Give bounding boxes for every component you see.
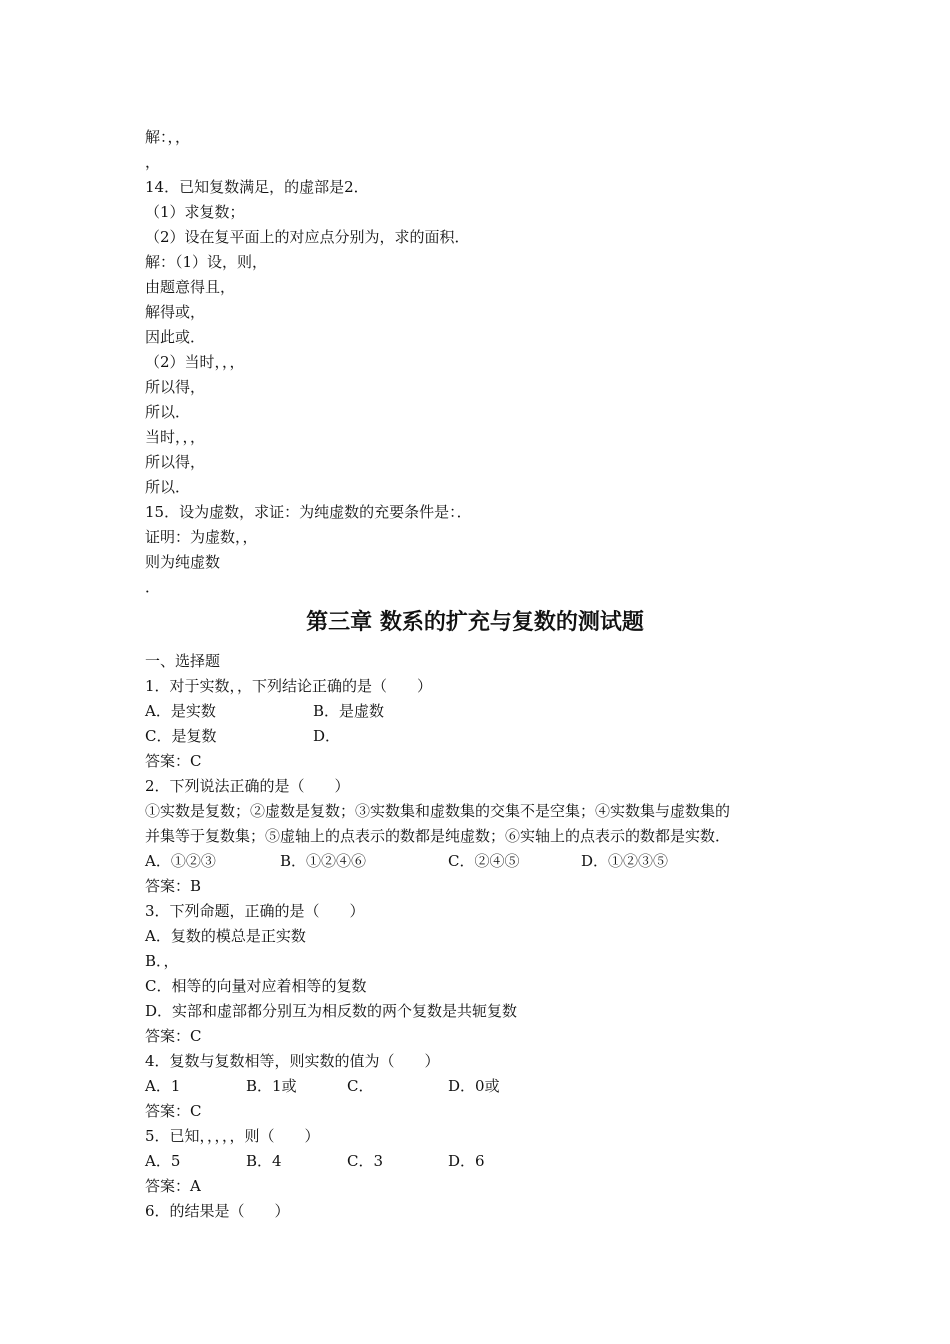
question-1-option-a: A．是实数 [145,702,216,720]
question-15-stem: 15．设为虚数，求证：为纯虚数的充要条件是：． [145,503,472,521]
question-3-option-c: C．相等的向量对应着相等的复数 [145,977,367,995]
proof-line: 则为纯虚数 [145,553,221,571]
question-5-answer: 答案：A [145,1177,201,1195]
solution-line: 解得或， [145,303,206,321]
question-2-body: 并集等于复数集；⑤虚轴上的点表示的数都是纯虚数；⑥实轴上的点表示的数都是实数． [145,827,731,845]
solution-line: 解：（1）设，则， [145,253,268,271]
proof-line: 证明：为虚数，， [145,528,258,546]
question-5-option-b: B．4 [246,1152,282,1170]
question-3-option-a: A．复数的模总是正实数 [145,927,306,945]
solution-line: ， [145,153,161,171]
question-3-stem: 3．下列命题，正确的是（ ） [145,902,365,920]
question-2-option-c: C．②④⑤ [448,852,520,870]
question-5-option-a: A．5 [145,1152,181,1170]
solution-line: 所以得， [145,378,206,396]
question-2-stem: 2．下列说法正确的是（ ） [145,777,350,795]
question-4-option-b: B．1或 [246,1077,297,1095]
section-heading: 一、选择题 [145,652,221,670]
solution-line: 因此或． [145,328,206,346]
question-4-option-d: D．0或 [448,1077,500,1095]
question-1-stem: 1．对于实数，，下列结论正确的是（ ） [145,677,433,695]
question-3-option-b: B．， [145,952,179,970]
question-4-stem: 4．复数与复数相等，则实数的值为（ ） [145,1052,440,1070]
question-6-stem: 6．的结果是（ ） [145,1202,290,1220]
question-2-option-b: B．①②④⑥ [280,852,367,870]
question-5-stem: 5．已知，，，，，则（ ） [145,1127,320,1145]
solution-line: （2）当时，，， [145,353,245,371]
question-4-option-c: C． [347,1077,374,1095]
solution-line: 所以得， [145,453,206,471]
question-14-part-1: （1）求复数； [145,203,245,221]
question-1-answer: 答案：C [145,752,202,770]
question-1-option-d: D． [313,727,341,745]
solution-line: 所以． [145,478,191,496]
question-3-option-d: D．实部和虚部都分别互为相反数的两个复数是共轭复数 [145,1002,518,1020]
question-14-part-2: （2）设在复平面上的对应点分别为，求的面积． [145,228,470,246]
question-14-stem: 14．已知复数满足，的虚部是2． [145,178,369,196]
question-5-option-c: C．3 [347,1152,384,1170]
question-2-body: ①实数是复数；②虚数是复数；③实数集和虚数集的交集不是空集；④实数集与虚数集的 [145,802,731,820]
question-2-answer: 答案：B [145,877,202,895]
question-4-option-a: A．1 [145,1077,181,1095]
question-2-option-d: D．①②③⑤ [581,852,669,870]
question-1-option-c: C．是复数 [145,727,217,745]
solution-line: 由题意得且， [145,278,236,296]
proof-line: ． [145,578,161,596]
solution-line: 所以． [145,403,191,421]
question-4-answer: 答案：C [145,1102,202,1120]
chapter-title: 第三章 数系的扩充与复数的测试题 [306,610,644,635]
question-5-option-d: D．6 [448,1152,485,1170]
solution-line: 当时，，， [145,428,206,446]
solution-line: 解：，， [145,128,191,146]
question-1-option-b: B．是虚数 [313,702,385,720]
question-2-option-a: A．①②③ [145,852,216,870]
question-3-answer: 答案：C [145,1027,202,1045]
